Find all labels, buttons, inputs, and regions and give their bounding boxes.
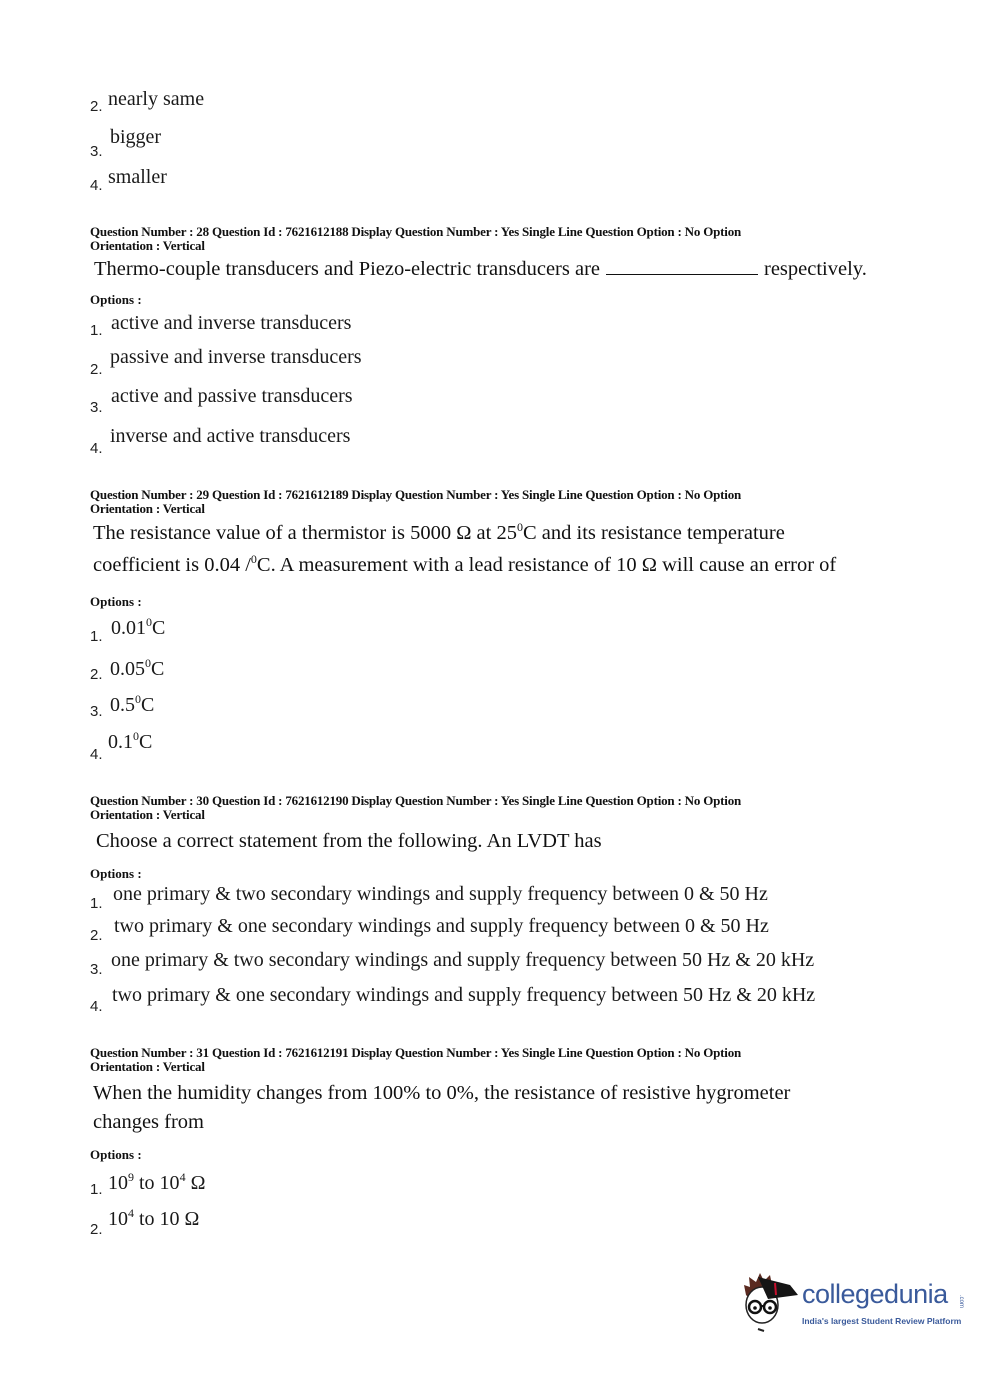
answer-blank	[606, 258, 758, 275]
mascot-icon	[740, 1269, 802, 1339]
question-meta-line2: Orientation : Vertical	[90, 1059, 205, 1074]
question-text-line1: When the humidity changes from 100% to 0%, the resistance of resistive hygrometer	[93, 1082, 791, 1104]
question-text	[94, 258, 867, 281]
question-meta-line1: Question Number : 28 Question Id : 7621612188 Display Question Number : Yes Single Line Question Option : No Option	[90, 224, 742, 239]
brand-domain: .com	[958, 1295, 964, 1309]
options-label: Options :	[90, 594, 142, 609]
option-text: one primary & two secondary windings and supply frequency between 0 & 50 Hz	[113, 883, 768, 905]
question-text-line1	[93, 522, 785, 545]
option-text: $10^4$ to 10 Ω	[108, 1206, 200, 1230]
question-meta-line1: Question Number : 29 Question Id : 7621612189 Display Question Number : Yes Single Line Question Option : No Option	[90, 487, 742, 502]
option-number: 3.	[90, 703, 103, 720]
option-number: 2.	[90, 361, 103, 378]
option-text: 0.05$^0$C	[110, 656, 165, 680]
brand-name: collegedunia	[802, 1279, 948, 1309]
options-label: Options :	[90, 1147, 142, 1162]
option-text: inverse and active transducers	[110, 425, 351, 447]
option-number: 2.	[90, 666, 103, 683]
brand-tagline: India's largest Student Review Platform	[802, 1316, 962, 1326]
option-text: bigger	[110, 126, 162, 148]
option-text: active and inverse transducers	[111, 312, 352, 334]
text-segment: C and its resistance temperature	[522, 522, 785, 544]
text-segment: C. A measurement with a lead resistance of 10 Ω will cause an error of	[256, 554, 837, 576]
option-text: $0.1^0C$	[108, 729, 153, 753]
option-number: 3.	[90, 143, 103, 160]
text-segment: coefficient is 0.04 /	[93, 554, 251, 576]
option-number: 4.	[90, 998, 103, 1015]
option-number: 1.	[90, 895, 103, 912]
question-text-line2: changes from	[93, 1111, 204, 1133]
option-number: 2.	[90, 927, 103, 944]
question-meta-line1: Question Number : 30 Question Id : 7621612190 Display Question Number : Yes Single Line Question Option : No Option	[90, 793, 742, 808]
option-number: 2.	[90, 98, 103, 115]
option-text: $0.5^0C$	[110, 692, 155, 716]
option-number: 4.	[90, 177, 103, 194]
question-text-line2	[93, 554, 836, 577]
question-text-before: Thermo-couple transducers and Piezo-electric transducers are	[94, 258, 600, 280]
question-meta-line2: Orientation : Vertical	[90, 807, 205, 822]
option-text: smaller	[108, 166, 167, 188]
options-label: Options :	[90, 292, 142, 307]
text-segment: The resistance value of a thermistor is 5000 Ω at 25	[93, 522, 517, 544]
option-number: 4.	[90, 440, 103, 457]
superscript: 0	[250, 552, 257, 566]
option-number: 3.	[90, 961, 103, 978]
option-text: active and passive transducers	[111, 385, 353, 407]
collegedunia-logo	[740, 1265, 980, 1345]
option-text: 0.01$^0$C	[111, 615, 166, 639]
option-text: passive and inverse transducers	[110, 346, 362, 368]
question-text: Choose a correct statement from the following. An LVDT has	[96, 830, 602, 852]
option-text: two primary & one secondary windings and supply frequency between 50 Hz & 20 kHz	[112, 984, 816, 1006]
option-number: 1.	[90, 322, 103, 339]
question-meta-line1: Question Number : 31 Question Id : 7621612191 Display Question Number : Yes Single Line Question Option : No Option	[90, 1045, 742, 1060]
option-text: nearly same	[108, 88, 205, 110]
option-number: 2.	[90, 1221, 103, 1238]
option-number: 4.	[90, 746, 103, 763]
option-text: $10^9$ to $10^4$ Ω	[108, 1170, 206, 1194]
option-number: 1.	[90, 1181, 103, 1198]
question-text-after: respectively.	[764, 258, 867, 280]
question-meta-line2: Orientation : Vertical	[90, 501, 205, 516]
question-meta-line2: Orientation : Vertical	[90, 238, 205, 253]
option-number: 3.	[90, 399, 103, 416]
superscript: 0	[516, 520, 523, 534]
option-text: two primary & one secondary windings and supply frequency between 0 & 50 Hz	[114, 915, 769, 937]
options-label: Options :	[90, 866, 142, 881]
option-number: 1.	[90, 628, 103, 645]
option-text: one primary & two secondary windings and supply frequency between 50 Hz & 20 kHz	[111, 949, 815, 971]
